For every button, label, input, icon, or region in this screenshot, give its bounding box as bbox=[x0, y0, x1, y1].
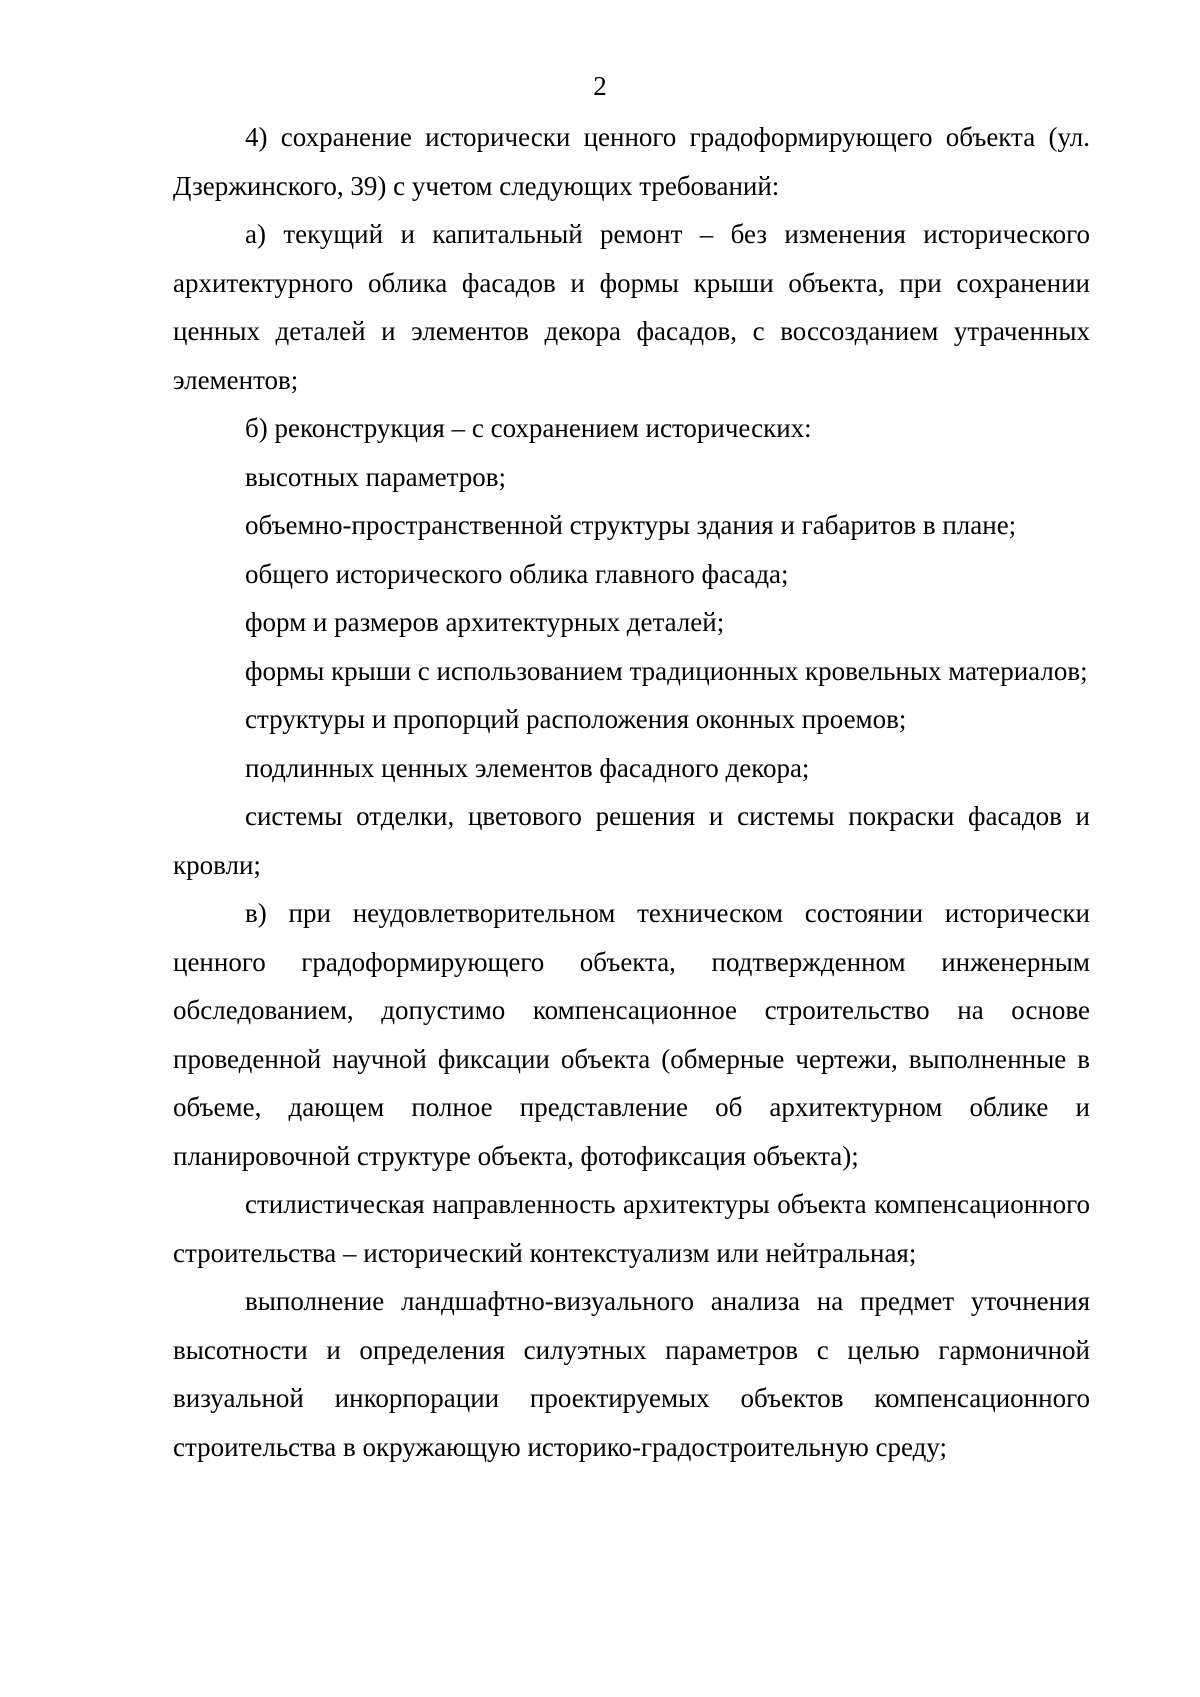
paragraph-architectural-details: форм и размеров архитектурных деталей; bbox=[245, 607, 725, 637]
paragraph-facade-decor: подлинных ценных элементов фасадного декора; bbox=[245, 752, 810, 783]
paragraph-finishing-system: системы отделки, цветового решения и системы покраски фасадов и кровли; bbox=[173, 801, 1090, 880]
paragraph-roof-form: формы крыши с использованием традиционных кровельных материалов; bbox=[245, 655, 1088, 686]
paragraph-height-params: высотных параметров; bbox=[245, 461, 507, 492]
paragraph-subitem-a: а) текущий и капитальный ремонт – без изменения исторического архитектурного облика фасадов и формы крыши объекта, при сохранении ценных деталей и элементов декора фасадов, с воссозданием утраченных элементов; bbox=[173, 219, 1090, 395]
paragraph-stylistic-direction: стилистическая направленность архитектуры объекта компенсационного строительства – исторический контекстуализм или нейтральная; bbox=[173, 1189, 1090, 1268]
document-body bbox=[173, 113, 1090, 1471]
paragraph-main-facade: общего исторического облика главного фасада; bbox=[245, 558, 789, 589]
paragraph-window-openings: структуры и пропорций расположения оконных проемов; bbox=[245, 704, 907, 734]
paragraph-item-4: 4) сохранение исторически ценного градоформирующего объекта (ул. Дзержинского, 39) с учетом следующих требований: bbox=[173, 122, 1090, 201]
paragraph-subitem-v: в) при неудовлетворительном техническом состоянии исторически ценного градоформирующего объекта, подтвержденном инженерным обследованием, допустимо компенсационное строительство на основе проведенной научной фиксации объекта (обмерные чертежи, выполненные в объеме, дающем полное представление об архитектурном облике и планировочной структуре объекта, фотофиксация объекта); bbox=[173, 898, 1090, 1171]
page-number: 2 bbox=[593, 71, 607, 101]
paragraph-landscape-analysis: выполнение ландшафтно-визуального анализа на предмет уточнения высотности и определения силуэтных параметров с целью гармоничной визуальной инкорпорации проектируемых объектов компенсационного строительства в окружающую историко-градостроительную среду; bbox=[173, 1286, 1090, 1462]
paragraph-subitem-b: б) реконструкция – с сохранением исторических: bbox=[245, 413, 812, 443]
paragraph-volume-structure: объемно-пространственной структуры здания и габаритов в плане; bbox=[245, 510, 1017, 540]
